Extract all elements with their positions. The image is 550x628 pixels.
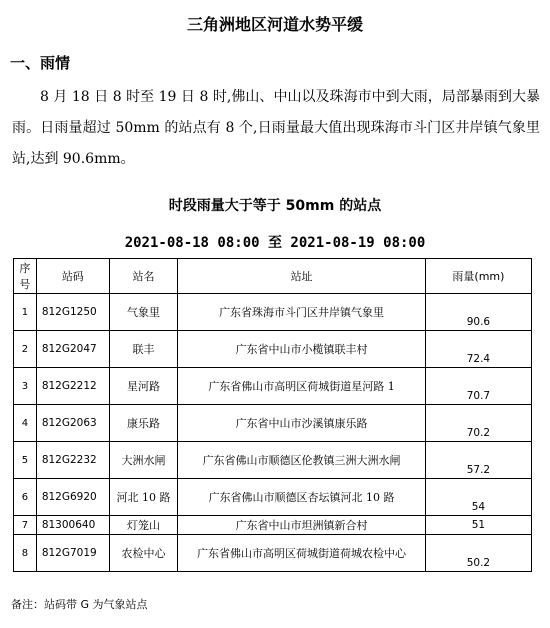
cell-code: 812G7019 xyxy=(36,535,109,572)
table-note: 备注：站码带 G 为气象站点 xyxy=(11,598,148,611)
cell-rain: 70.2 xyxy=(425,405,531,442)
cell-name: 气象里 xyxy=(109,294,177,331)
cell-rain: 72.4 xyxy=(425,331,531,368)
cell-address: 广东省中山市小榄镇联丰村 xyxy=(178,331,426,368)
cell-seq: 3 xyxy=(14,368,37,405)
cell-rain: 51 xyxy=(425,516,531,535)
cell-address: 广东省珠海市斗门区井岸镇气象里 xyxy=(178,294,426,331)
rainfall-station-table xyxy=(13,258,532,572)
table-row xyxy=(14,405,532,442)
cell-address: 广东省佛山市高明区荷城街道星河路 1 xyxy=(178,368,426,405)
cell-name: 灯笼山 xyxy=(109,516,177,535)
cell-name: 大洲水闸 xyxy=(109,442,177,479)
section-heading: 一、雨情 xyxy=(10,54,71,72)
header-rain: 雨量(mm) xyxy=(425,259,531,294)
rainfall-paragraph: 8 月 18 日 8 时至 19 日 8 时,佛山、中山以及珠海市中到大雨，局部暴雨到大暴雨。日雨量超过 50mm 的站点有 8 个,日雨量最大值出现珠海市斗门区井岸镇气象里站,达到 90.6mm。 xyxy=(12,89,540,167)
table-row xyxy=(14,368,532,405)
cell-address: 广东省中山市坦洲镇新合村 xyxy=(178,516,426,535)
cell-name: 星河路 xyxy=(109,368,177,405)
cell-rain: 50.2 xyxy=(425,535,531,572)
cell-seq: 6 xyxy=(14,479,37,516)
table-row xyxy=(14,294,532,331)
cell-seq: 2 xyxy=(14,331,37,368)
cell-seq: 5 xyxy=(14,442,37,479)
cell-code: 812G6920 xyxy=(36,479,109,516)
cell-address: 广东省佛山市顺德区伦教镇三洲大洲水闸 xyxy=(178,442,426,479)
cell-rain: 54 xyxy=(425,479,531,516)
table-row xyxy=(14,516,532,535)
cell-name: 河北 10 路 xyxy=(109,479,177,516)
table-header-row xyxy=(14,259,532,294)
table-row xyxy=(14,442,532,479)
cell-name: 康乐路 xyxy=(109,405,177,442)
cell-code: 812G2063 xyxy=(36,405,109,442)
cell-name: 联丰 xyxy=(109,331,177,368)
table-row xyxy=(14,535,532,572)
cell-rain: 90.6 xyxy=(425,294,531,331)
header-seq: 序号 xyxy=(14,259,37,294)
cell-code: 812G2047 xyxy=(36,331,109,368)
table-time-range: 2021-08-18 08:00 至 2021-08-19 08:00 xyxy=(124,235,426,251)
cell-code: 812G2232 xyxy=(36,442,109,479)
cell-seq: 7 xyxy=(14,516,37,535)
document-title: 三角洲地区河道水势平缓 xyxy=(186,15,363,34)
cell-seq: 8 xyxy=(14,535,37,572)
cell-code: 81300640 xyxy=(36,516,109,535)
cell-seq: 4 xyxy=(14,405,37,442)
header-address: 站址 xyxy=(178,259,426,294)
cell-name: 农检中心 xyxy=(109,535,177,572)
cell-code: 812G2212 xyxy=(36,368,109,405)
cell-address: 广东省中山市沙溪镇康乐路 xyxy=(178,405,426,442)
cell-rain: 70.7 xyxy=(425,368,531,405)
cell-seq: 1 xyxy=(14,294,37,331)
header-name: 站名 xyxy=(109,259,177,294)
table-title: 时段雨量大于等于 50mm 的站点 xyxy=(168,198,382,214)
cell-code: 812G1250 xyxy=(36,294,109,331)
table-row xyxy=(14,331,532,368)
cell-address: 广东省佛山市高明区荷城街道荷城农检中心 xyxy=(178,535,426,572)
table-row xyxy=(14,479,532,516)
cell-address: 广东省佛山市顺德区杏坛镇河北 10 路 xyxy=(178,479,426,516)
cell-rain: 57.2 xyxy=(425,442,531,479)
header-code: 站码 xyxy=(36,259,109,294)
